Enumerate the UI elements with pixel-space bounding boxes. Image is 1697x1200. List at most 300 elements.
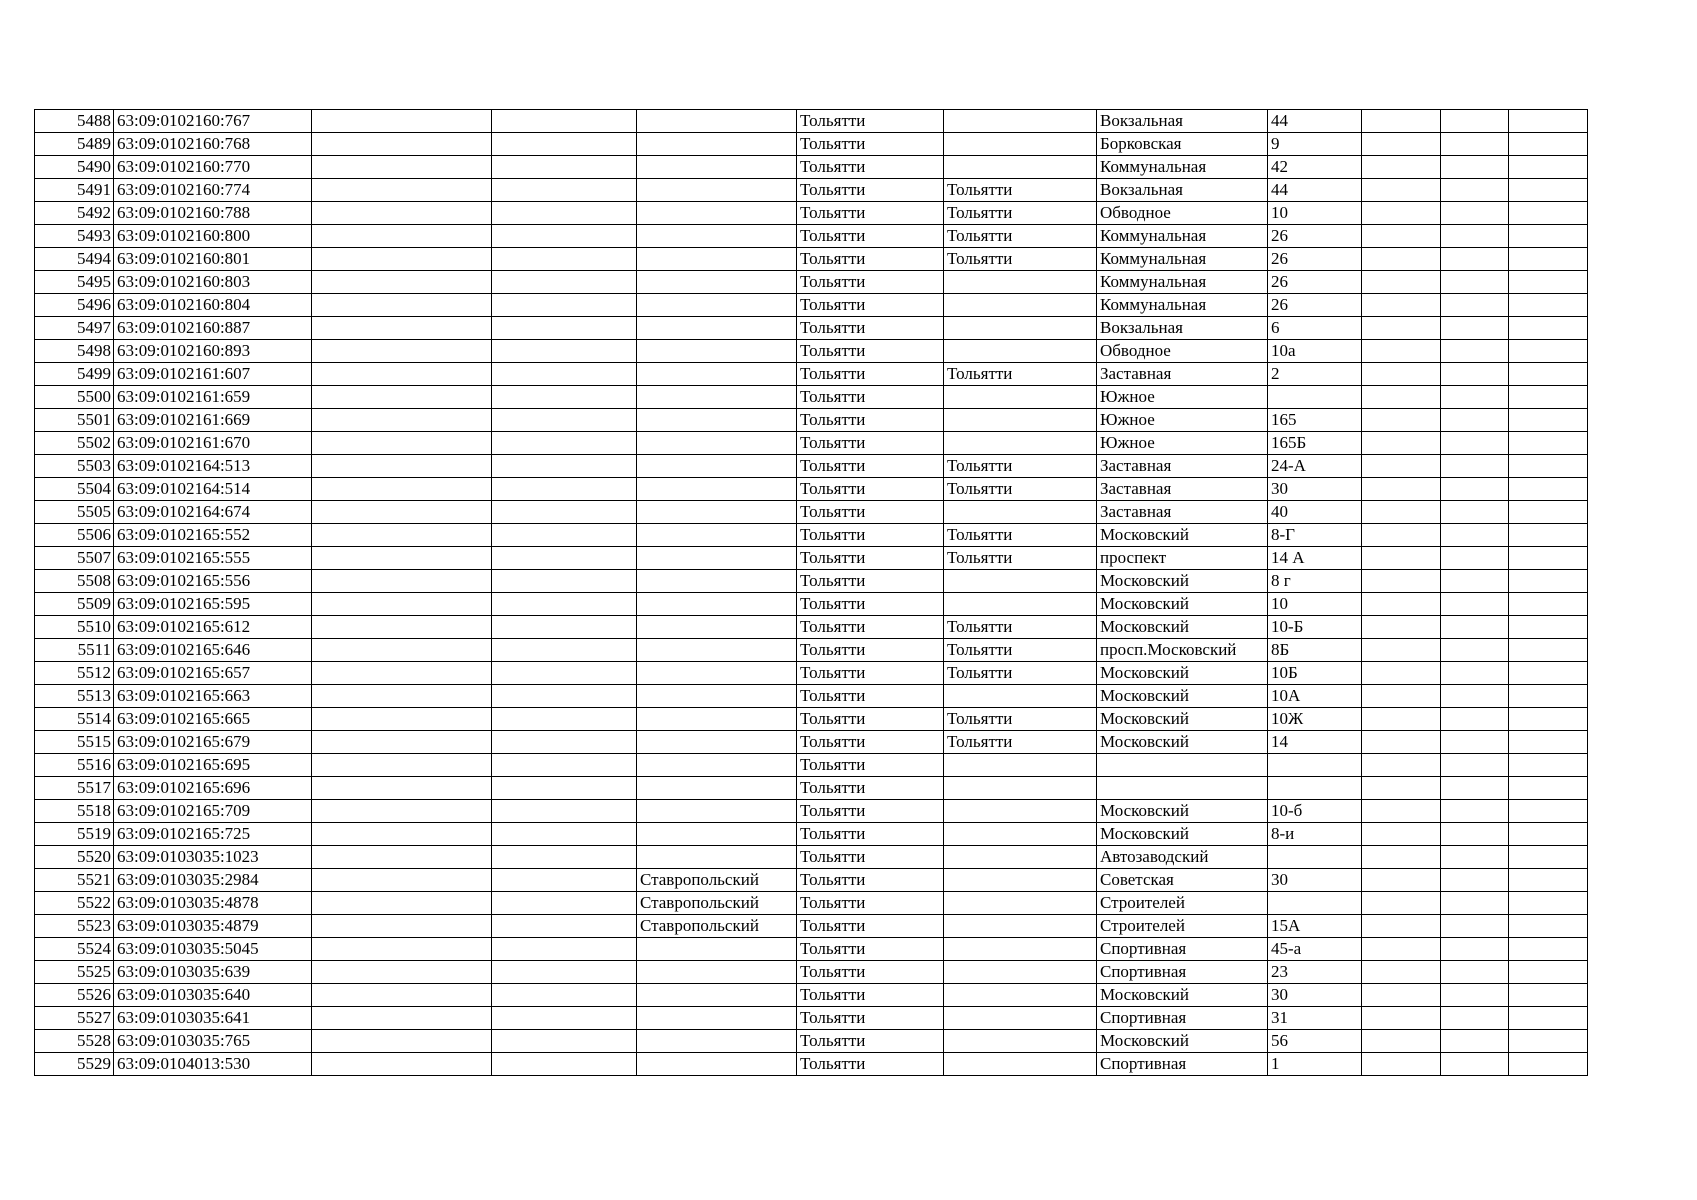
cell-extra-2 [1441,823,1509,846]
cell-house: 8-и [1268,823,1362,846]
cell-extra-3 [1509,110,1588,133]
cell-extra-2 [1441,639,1509,662]
cell-locality [944,340,1097,363]
cell-locality [944,846,1097,869]
cell-city: Тольятти [797,846,944,869]
cell-blank [492,409,637,432]
cell-house: 8Б [1268,639,1362,662]
cell-city: Тольятти [797,1007,944,1030]
cell-street: Заставная [1097,363,1268,386]
cell-extra-1 [1362,570,1441,593]
cell-district [637,984,797,1007]
cell-house: 9 [1268,133,1362,156]
cell-street: Вокзальная [1097,317,1268,340]
cell-extra-1 [1362,294,1441,317]
cell-district [637,455,797,478]
cell-district [637,593,797,616]
cell-cadastral-number: 63:09:0103035:639 [114,961,312,984]
cell-row-number: 5506 [35,524,114,547]
cell-city: Тольятти [797,938,944,961]
cell-house: 30 [1268,984,1362,1007]
cell-extra-3 [1509,570,1588,593]
cell-row-number: 5501 [35,409,114,432]
cell-extra-3 [1509,455,1588,478]
cell-extra-1 [1362,869,1441,892]
cell-empty-col [312,639,492,662]
cell-city: Тольятти [797,1030,944,1053]
cell-district: Ставропольский [637,892,797,915]
cell-district [637,179,797,202]
cell-district [637,938,797,961]
cell-blank [492,639,637,662]
cell-house: 8-Г [1268,524,1362,547]
cell-district [637,432,797,455]
cell-extra-3 [1509,340,1588,363]
table-row [35,409,1588,432]
cell-city: Тольятти [797,317,944,340]
cell-extra-3 [1509,478,1588,501]
cell-locality [944,409,1097,432]
cell-row-number: 5505 [35,501,114,524]
cell-district [637,754,797,777]
cell-extra-2 [1441,271,1509,294]
cell-extra-2 [1441,593,1509,616]
cell-empty-col [312,501,492,524]
cell-extra-1 [1362,1053,1441,1076]
cell-extra-2 [1441,386,1509,409]
cell-street: Московский [1097,731,1268,754]
table-row [35,179,1588,202]
cell-locality [944,1030,1097,1053]
cell-cadastral-number: 63:09:0102165:709 [114,800,312,823]
cell-locality [944,800,1097,823]
cell-extra-3 [1509,202,1588,225]
cell-extra-1 [1362,708,1441,731]
cell-house: 14 А [1268,547,1362,570]
cell-house: 24-А [1268,455,1362,478]
cell-empty-col [312,938,492,961]
table-row [35,892,1588,915]
cell-blank [492,662,637,685]
cell-extra-2 [1441,570,1509,593]
cell-city: Тольятти [797,271,944,294]
cell-extra-2 [1441,1030,1509,1053]
cell-house: 26 [1268,225,1362,248]
cell-house: 10Ж [1268,708,1362,731]
cell-extra-2 [1441,547,1509,570]
cell-blank [492,133,637,156]
cell-extra-3 [1509,800,1588,823]
table-row [35,869,1588,892]
cell-street: проспект [1097,547,1268,570]
cell-cadastral-number: 63:09:0102165:679 [114,731,312,754]
cell-empty-col [312,570,492,593]
cell-extra-3 [1509,823,1588,846]
cell-blank [492,524,637,547]
cell-row-number: 5523 [35,915,114,938]
cell-street: Московский [1097,984,1268,1007]
cell-district [637,777,797,800]
table-row [35,961,1588,984]
cell-empty-col [312,616,492,639]
table-row [35,248,1588,271]
cell-cadastral-number: 63:09:0102164:674 [114,501,312,524]
cell-house: 45-а [1268,938,1362,961]
cell-blank [492,915,637,938]
cell-house: 10Б [1268,662,1362,685]
cell-extra-2 [1441,455,1509,478]
cell-extra-2 [1441,478,1509,501]
cell-extra-1 [1362,731,1441,754]
cell-extra-3 [1509,294,1588,317]
cell-row-number: 5495 [35,271,114,294]
table-row [35,386,1588,409]
cell-extra-2 [1441,754,1509,777]
cell-empty-col [312,777,492,800]
table-row [35,225,1588,248]
cell-district [637,570,797,593]
cell-city: Тольятти [797,961,944,984]
cell-city: Тольятти [797,823,944,846]
cell-extra-2 [1441,409,1509,432]
cell-extra-3 [1509,731,1588,754]
cell-house: 23 [1268,961,1362,984]
cell-extra-2 [1441,1007,1509,1030]
cell-locality: Тольятти [944,248,1097,271]
cell-extra-3 [1509,869,1588,892]
cell-extra-2 [1441,938,1509,961]
table-row [35,570,1588,593]
cell-extra-1 [1362,846,1441,869]
cell-blank [492,156,637,179]
cell-empty-col [312,869,492,892]
table-row [35,524,1588,547]
cell-street: Московский [1097,823,1268,846]
cell-street: Московский [1097,570,1268,593]
table-row [35,478,1588,501]
cell-cadastral-number: 63:09:0102165:665 [114,708,312,731]
cell-blank [492,869,637,892]
cell-locality: Тольятти [944,455,1097,478]
cell-district [637,662,797,685]
cell-house: 10 [1268,593,1362,616]
cell-row-number: 5507 [35,547,114,570]
cell-city: Тольятти [797,179,944,202]
cell-locality: Тольятти [944,478,1097,501]
table-row [35,915,1588,938]
cell-street: Московский [1097,662,1268,685]
cell-extra-3 [1509,501,1588,524]
cell-extra-2 [1441,294,1509,317]
cell-city: Тольятти [797,386,944,409]
cell-extra-3 [1509,846,1588,869]
table-row [35,156,1588,179]
cell-city: Тольятти [797,616,944,639]
cell-blank [492,961,637,984]
cell-extra-3 [1509,225,1588,248]
cell-extra-1 [1362,961,1441,984]
table-row [35,432,1588,455]
cell-row-number: 5489 [35,133,114,156]
cell-cadastral-number: 63:09:0102165:552 [114,524,312,547]
table-row [35,1030,1588,1053]
cell-locality [944,938,1097,961]
cell-row-number: 5519 [35,823,114,846]
cell-blank [492,984,637,1007]
cell-extra-1 [1362,202,1441,225]
table-row [35,110,1588,133]
cell-extra-3 [1509,133,1588,156]
cell-extra-3 [1509,892,1588,915]
cell-street: Вокзальная [1097,110,1268,133]
table-body [35,110,1588,1076]
cell-city: Тольятти [797,363,944,386]
cell-street: Спортивная [1097,1053,1268,1076]
cell-extra-1 [1362,409,1441,432]
cell-row-number: 5513 [35,685,114,708]
cell-street: Южное [1097,432,1268,455]
cell-empty-col [312,317,492,340]
cell-cadastral-number: 63:09:0103035:640 [114,984,312,1007]
cell-cadastral-number: 63:09:0102160:893 [114,340,312,363]
cell-extra-3 [1509,639,1588,662]
cell-cadastral-number: 63:09:0102161:669 [114,409,312,432]
cell-row-number: 5504 [35,478,114,501]
cell-street: Московский [1097,616,1268,639]
cell-cadastral-number: 63:09:0103035:1023 [114,846,312,869]
cell-extra-1 [1362,271,1441,294]
cell-extra-3 [1509,363,1588,386]
cell-extra-3 [1509,777,1588,800]
cell-empty-col [312,984,492,1007]
cell-street: Спортивная [1097,1007,1268,1030]
cell-locality [944,110,1097,133]
cell-row-number: 5517 [35,777,114,800]
cell-row-number: 5511 [35,639,114,662]
cell-cadastral-number: 63:09:0102165:555 [114,547,312,570]
cell-extra-1 [1362,248,1441,271]
cell-district [637,1007,797,1030]
cell-city: Тольятти [797,662,944,685]
cell-locality [944,961,1097,984]
cell-cadastral-number: 63:09:0102160:800 [114,225,312,248]
cell-locality [944,915,1097,938]
cell-empty-col [312,800,492,823]
cell-city: Тольятти [797,731,944,754]
cell-empty-col [312,1030,492,1053]
cell-row-number: 5526 [35,984,114,1007]
cell-house: 8 г [1268,570,1362,593]
cell-city: Тольятти [797,248,944,271]
cell-street: Московский [1097,1030,1268,1053]
cell-extra-1 [1362,317,1441,340]
cell-street: Автозаводский [1097,846,1268,869]
cell-extra-3 [1509,593,1588,616]
cell-extra-2 [1441,225,1509,248]
cell-extra-1 [1362,593,1441,616]
cell-street: Обводное [1097,202,1268,225]
cell-city: Тольятти [797,570,944,593]
cell-district: Ставропольский [637,915,797,938]
cell-house: 1 [1268,1053,1362,1076]
cell-locality [944,294,1097,317]
cell-extra-2 [1441,524,1509,547]
cell-cadastral-number: 63:09:0102161:659 [114,386,312,409]
cell-house: 30 [1268,478,1362,501]
cell-blank [492,432,637,455]
cell-extra-1 [1362,524,1441,547]
cell-empty-col [312,363,492,386]
cell-empty-col [312,892,492,915]
cell-empty-col [312,1053,492,1076]
cell-extra-2 [1441,800,1509,823]
cell-house [1268,777,1362,800]
cell-house: 165Б [1268,432,1362,455]
cell-empty-col [312,271,492,294]
cell-extra-1 [1362,501,1441,524]
cell-row-number: 5497 [35,317,114,340]
cell-city: Тольятти [797,777,944,800]
cell-extra-2 [1441,363,1509,386]
cell-locality [944,570,1097,593]
cell-street: Заставная [1097,501,1268,524]
cell-extra-3 [1509,938,1588,961]
cell-extra-3 [1509,156,1588,179]
cell-empty-col [312,225,492,248]
cell-cadastral-number: 63:09:0102165:612 [114,616,312,639]
cell-extra-3 [1509,1030,1588,1053]
cell-extra-2 [1441,708,1509,731]
cell-extra-3 [1509,409,1588,432]
cell-blank [492,455,637,478]
cell-district [637,271,797,294]
cell-row-number: 5500 [35,386,114,409]
cell-cadastral-number: 63:09:0102161:670 [114,432,312,455]
cell-extra-2 [1441,179,1509,202]
cell-row-number: 5491 [35,179,114,202]
table-row [35,823,1588,846]
cell-extra-3 [1509,1053,1588,1076]
cell-cadastral-number: 63:09:0102160:887 [114,317,312,340]
cell-row-number: 5521 [35,869,114,892]
cell-blank [492,1007,637,1030]
cell-blank [492,593,637,616]
cadastral-table [34,109,1588,1076]
cell-locality: Тольятти [944,662,1097,685]
table-row [35,317,1588,340]
cell-empty-col [312,846,492,869]
cell-city: Тольятти [797,708,944,731]
cell-city: Тольятти [797,685,944,708]
cell-house: 40 [1268,501,1362,524]
cell-city: Тольятти [797,892,944,915]
cell-extra-2 [1441,961,1509,984]
cell-row-number: 5514 [35,708,114,731]
cell-extra-1 [1362,225,1441,248]
table-row [35,133,1588,156]
cell-blank [492,110,637,133]
cell-locality [944,501,1097,524]
cell-extra-2 [1441,685,1509,708]
cell-locality [944,777,1097,800]
cell-locality [944,386,1097,409]
cell-row-number: 5510 [35,616,114,639]
cell-house [1268,846,1362,869]
cell-cadastral-number: 63:09:0102165:646 [114,639,312,662]
cell-extra-3 [1509,248,1588,271]
cell-row-number: 5508 [35,570,114,593]
cell-locality [944,869,1097,892]
cell-extra-3 [1509,754,1588,777]
cell-row-number: 5498 [35,340,114,363]
cell-empty-col [312,340,492,363]
cell-empty-col [312,133,492,156]
cell-city: Тольятти [797,547,944,570]
cell-row-number: 5528 [35,1030,114,1053]
cell-empty-col [312,248,492,271]
cell-blank [492,1030,637,1053]
cell-city: Тольятти [797,984,944,1007]
cell-locality: Тольятти [944,547,1097,570]
cell-city: Тольятти [797,340,944,363]
cell-row-number: 5527 [35,1007,114,1030]
cell-extra-3 [1509,386,1588,409]
cell-extra-1 [1362,616,1441,639]
cell-locality [944,823,1097,846]
cell-street: Коммунальная [1097,156,1268,179]
cell-street [1097,777,1268,800]
cell-empty-col [312,915,492,938]
cell-extra-3 [1509,432,1588,455]
cell-empty-col [312,961,492,984]
cell-extra-1 [1362,156,1441,179]
cell-extra-3 [1509,1007,1588,1030]
cell-city: Тольятти [797,202,944,225]
cell-empty-col [312,156,492,179]
cell-extra-3 [1509,662,1588,685]
cell-row-number: 5494 [35,248,114,271]
cell-blank [492,317,637,340]
cell-locality [944,156,1097,179]
cell-extra-1 [1362,340,1441,363]
table-row [35,662,1588,685]
cell-blank [492,1053,637,1076]
cell-cadastral-number: 63:09:0103035:4878 [114,892,312,915]
cell-cadastral-number: 63:09:0102161:607 [114,363,312,386]
cell-extra-1 [1362,639,1441,662]
cell-street [1097,754,1268,777]
cell-street: Коммунальная [1097,225,1268,248]
cell-blank [492,363,637,386]
cell-district [637,501,797,524]
cell-city: Тольятти [797,754,944,777]
cell-extra-1 [1362,685,1441,708]
cell-locality [944,133,1097,156]
cell-row-number: 5524 [35,938,114,961]
cell-house: 6 [1268,317,1362,340]
cell-street: Строителей [1097,915,1268,938]
cell-empty-col [312,294,492,317]
cell-extra-1 [1362,800,1441,823]
cell-city: Тольятти [797,501,944,524]
cell-blank [492,271,637,294]
cell-blank [492,478,637,501]
cell-blank [492,501,637,524]
cell-district [637,823,797,846]
cell-city: Тольятти [797,455,944,478]
cell-extra-2 [1441,915,1509,938]
cell-locality [944,1007,1097,1030]
